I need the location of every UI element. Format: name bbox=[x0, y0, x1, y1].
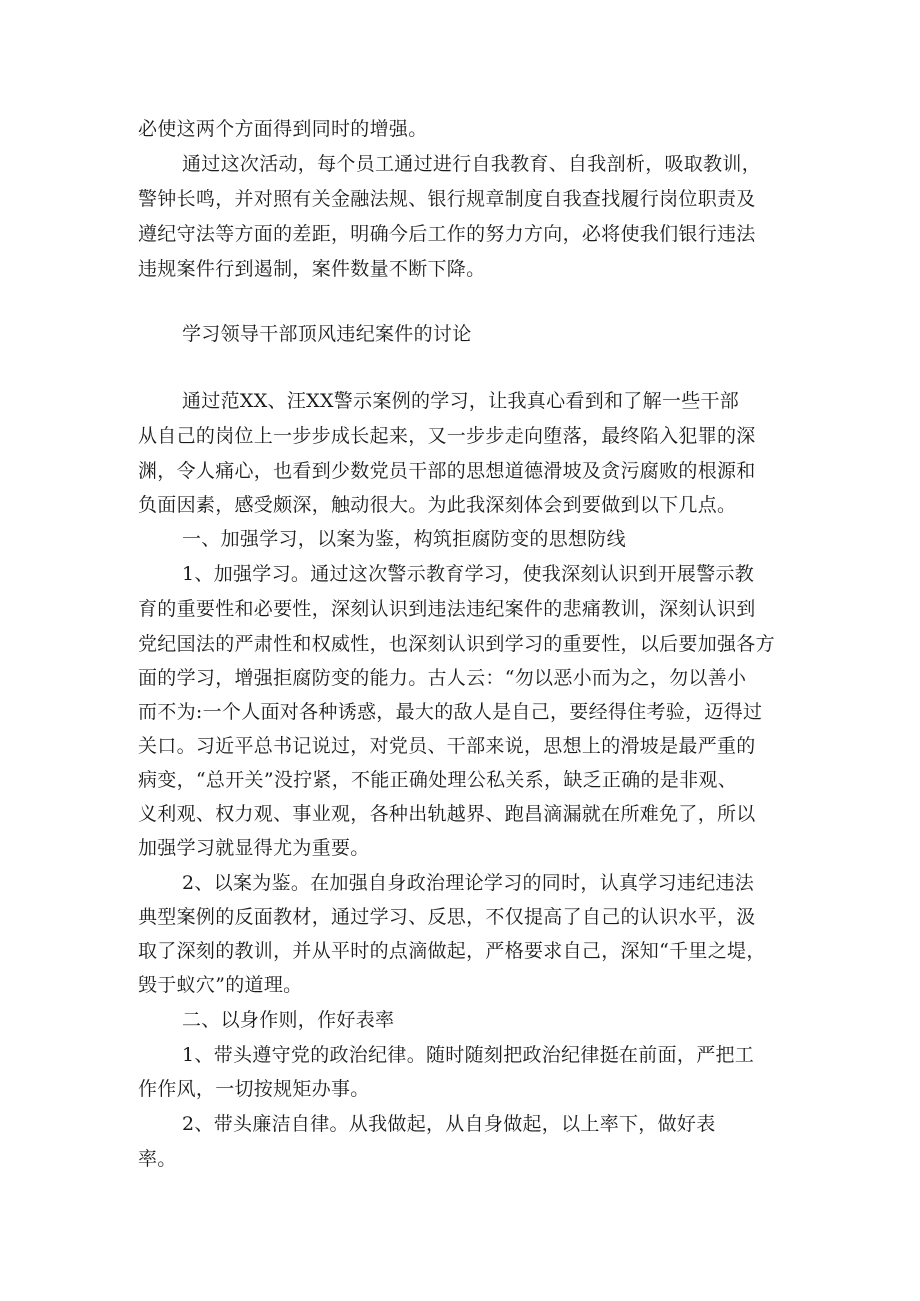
text-line: 而不为:一个人面对各种诱惑，最大的敌人是自己，要经得住考验，迈得过 bbox=[138, 701, 763, 723]
paragraph-start: 2、以案为鉴。在加强自身政治理论学习的同时，认真学习违纪违法 bbox=[182, 872, 755, 894]
text-line: 必使这两个方面得到同时的增强。 bbox=[138, 118, 428, 140]
text-line: 党纪国法的严肃性和权威性，也深刻认识到学习的重要性，以后要加强各方 bbox=[138, 633, 775, 655]
text-line: 负面因素，感受颇深，触动很大。为此我深刻体会到要做到以下几点。 bbox=[138, 494, 737, 516]
text-line: 面的学习，增强拒腐防变的能力。古人云：“勿以恶小而为之，勿以善小 bbox=[138, 667, 747, 689]
subheading: 二、以身作则，作好表率 bbox=[182, 1009, 395, 1031]
paragraph-start: 通过范XX、汪XX警示案例的学习，让我真心看到和了解一些干部 bbox=[182, 390, 740, 412]
text-line: 违规案件行到遏制，案件数量不断下降。 bbox=[138, 258, 486, 280]
subheading: 一、加强学习，以案为鉴，构筑拒腐防变的思想防线 bbox=[182, 528, 626, 550]
paragraph-start: 通过这次活动，每个员工通过进行自我教育、自我剖析，吸取教训， bbox=[182, 153, 762, 175]
text-line: 典型案例的反面教材，通过学习、反思，不仅提高了自己的认识水平，汲 bbox=[138, 906, 756, 928]
text-line: 率。 bbox=[138, 1148, 177, 1170]
text-line: 关口。习近平总书记说过，对党员、干部来说，思想上的滑坡是最严重的 bbox=[138, 735, 756, 757]
text-line: 毁于蚁穴”的道理。 bbox=[138, 974, 303, 996]
paragraph-start: 1、带头遵守党的政治纪律。随时随刻把政治纪律挺在前面，严把工 bbox=[182, 1044, 755, 1066]
text-line: 警钟长鸣，并对照有关金融法规、银行规章制度自我查找履行岗位职责及 bbox=[138, 188, 756, 210]
text-line: 作作风，一切按规矩办事。 bbox=[138, 1078, 370, 1100]
text-line: 育的重要性和必要性，深刻认识到违法违纪案件的悲痛教训，深刻认识到 bbox=[138, 598, 756, 620]
text-line: 取了深刻的教训，并从平时的点滴做起，严格要求自己，深知“千里之堤， bbox=[138, 940, 766, 962]
text-line: 遵纪守法等方面的差距，明确今后工作的努力方向，必将使我们银行违法 bbox=[138, 223, 756, 245]
text-line: 加强学习就显得尤为重要。 bbox=[138, 837, 370, 859]
section-title: 学习领导干部顶风违纪案件的讨论 bbox=[182, 323, 472, 345]
text-line: 从自己的岗位上一步步成长起来，又一步步走向堕落，最终陷入犯罪的深 bbox=[138, 425, 756, 447]
paragraph-start: 2、带头廉洁自律。从我做起，从自身做起，以上率下，做好表 bbox=[182, 1113, 716, 1135]
paragraph-start: 1、加强学习。通过这次警示教育学习，使我深刻认识到开展警示教 bbox=[182, 563, 755, 585]
text-line: 渊，令人痛心，也看到少数党员干部的思想道德滑坡及贪污腐败的根源和 bbox=[138, 460, 756, 482]
text-line: 义利观、权力观、事业观，各种出轨越界、跑昌滴漏就在所难免了，所以 bbox=[138, 803, 756, 825]
text-line: 病变，“总开关”没拧紧，不能正确处理公私关系，缺乏正确的是非观、 bbox=[138, 769, 738, 791]
